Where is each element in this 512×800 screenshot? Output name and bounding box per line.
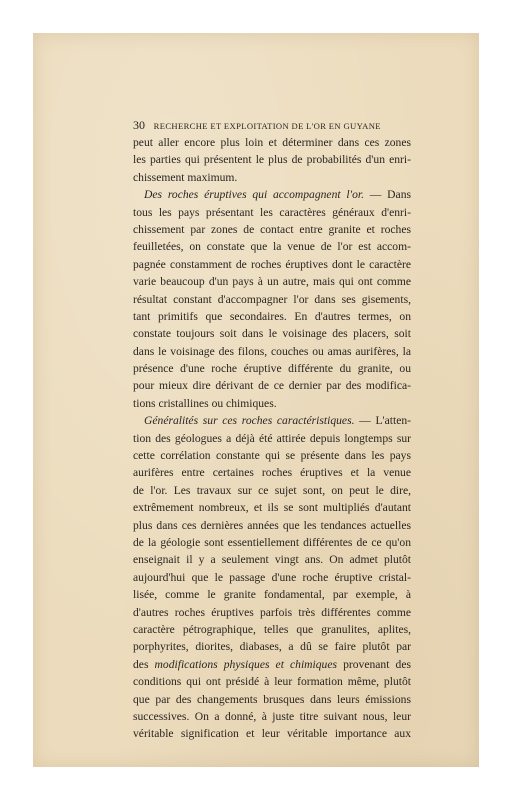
text-line: constate toujours soit dans le voisinage des placers, soit	[133, 327, 411, 341]
text-line: présence d'une roche éruptive différente du granite, ou	[133, 362, 411, 376]
paragraph	[133, 134, 411, 186]
text-line	[133, 186, 411, 203]
text-line: tions cristallines ou chimiques.	[133, 396, 277, 410]
text-line: caractère pétrographique, telles que granulites, aplites,	[133, 622, 411, 636]
text-line: tion des géologues a déjà été attirée depuis longtemps sur	[133, 431, 411, 445]
running-head	[133, 117, 411, 133]
text-line: conditions qui ont présidé à leur formation même, plutôt	[133, 675, 411, 689]
text-line: que par des changements brusques dans leurs émissions	[133, 692, 411, 706]
text-fragment: provenant des	[337, 657, 411, 671]
paragraph	[133, 186, 411, 412]
text-fragment: des	[133, 657, 155, 671]
text-line: dans le voisinage des filons, couches ou amas aurifères, la	[133, 344, 411, 358]
text-line: tous les pays présentant les caractères généraux d'enri-	[133, 205, 411, 219]
text-line: chissement par zones de contact entre granite et roches	[133, 222, 411, 236]
emphasis: modifications physiques et chimiques	[154, 657, 338, 671]
text-line: chissement maximum.	[133, 170, 238, 184]
section-heading: Des roches éruptives qui accompagnent l'or.	[144, 188, 364, 202]
text-line: peut aller encore plus loin et déterminer dans ces zones	[133, 136, 411, 149]
text-line: enseignait il y a seulement vingt ans. On admet plutôt	[133, 553, 411, 567]
text-line	[133, 412, 411, 429]
text-line: pour mieux dire dérivant de ce dernier par des modifica-	[133, 379, 411, 393]
text-line: extrêmement nombreux, et ils se sont multipliés d'autant	[133, 501, 411, 515]
text-line: feuilletées, on constate que la venue de l'or est accom-	[133, 240, 411, 254]
text-line: aurifères entre certaines roches éruptives et la venue	[133, 466, 411, 480]
paragraph	[133, 412, 411, 742]
text-line: aujourd'hui que le passage d'une roche éruptive cristal-	[133, 570, 411, 584]
section-heading: Généralités sur ces roches caractéristiques.	[144, 414, 355, 428]
text-line: d'autres roches éruptives parfois très différentes comme	[133, 605, 411, 619]
text-line: cette corrélation constante qui se présente dans les pays	[133, 449, 411, 463]
page-number: 30	[133, 118, 145, 132]
text-line: plus dans ces dernières années que les tendances actuelles	[133, 518, 411, 532]
text-line: résultat constant d'accompagner l'or dans ses gisements,	[133, 292, 411, 306]
text-line: de l'or. Les travaux sur ce sujet sont, on peut le dire,	[133, 483, 411, 497]
text-fragment: — L'atten-	[354, 414, 412, 428]
text-line: tant primitifs que secondaires. En d'autres termes, on	[133, 309, 411, 323]
text-line: lisée, comme le granite fondamental, par exemple, à	[133, 588, 411, 602]
running-title: RECHERCHE ET EXPLOITATION DE L'OR EN GUYANE	[153, 121, 381, 131]
text-line: véritable signification et leur véritable importance aux	[133, 727, 411, 741]
text-line: de la géologie sont essentiellement différentes de ce qu'on	[133, 535, 411, 549]
text-line: pagnée constamment de roches éruptives dont le caractère	[133, 257, 411, 271]
text-line: successives. On a donné, à juste titre suivant nous, leur	[133, 709, 411, 723]
text-line: varie beaucoup d'un pays à un autre, mais qui ont comme	[133, 275, 411, 289]
text-line: les parties qui présentent le plus de probabilités d'un enri-	[133, 153, 411, 167]
text-fragment: — Dans	[364, 188, 411, 202]
text-line	[133, 656, 411, 673]
text-line: porphyrites, diorites, diabases, a dû se faire plutôt par	[133, 640, 411, 654]
body-text	[133, 134, 411, 743]
